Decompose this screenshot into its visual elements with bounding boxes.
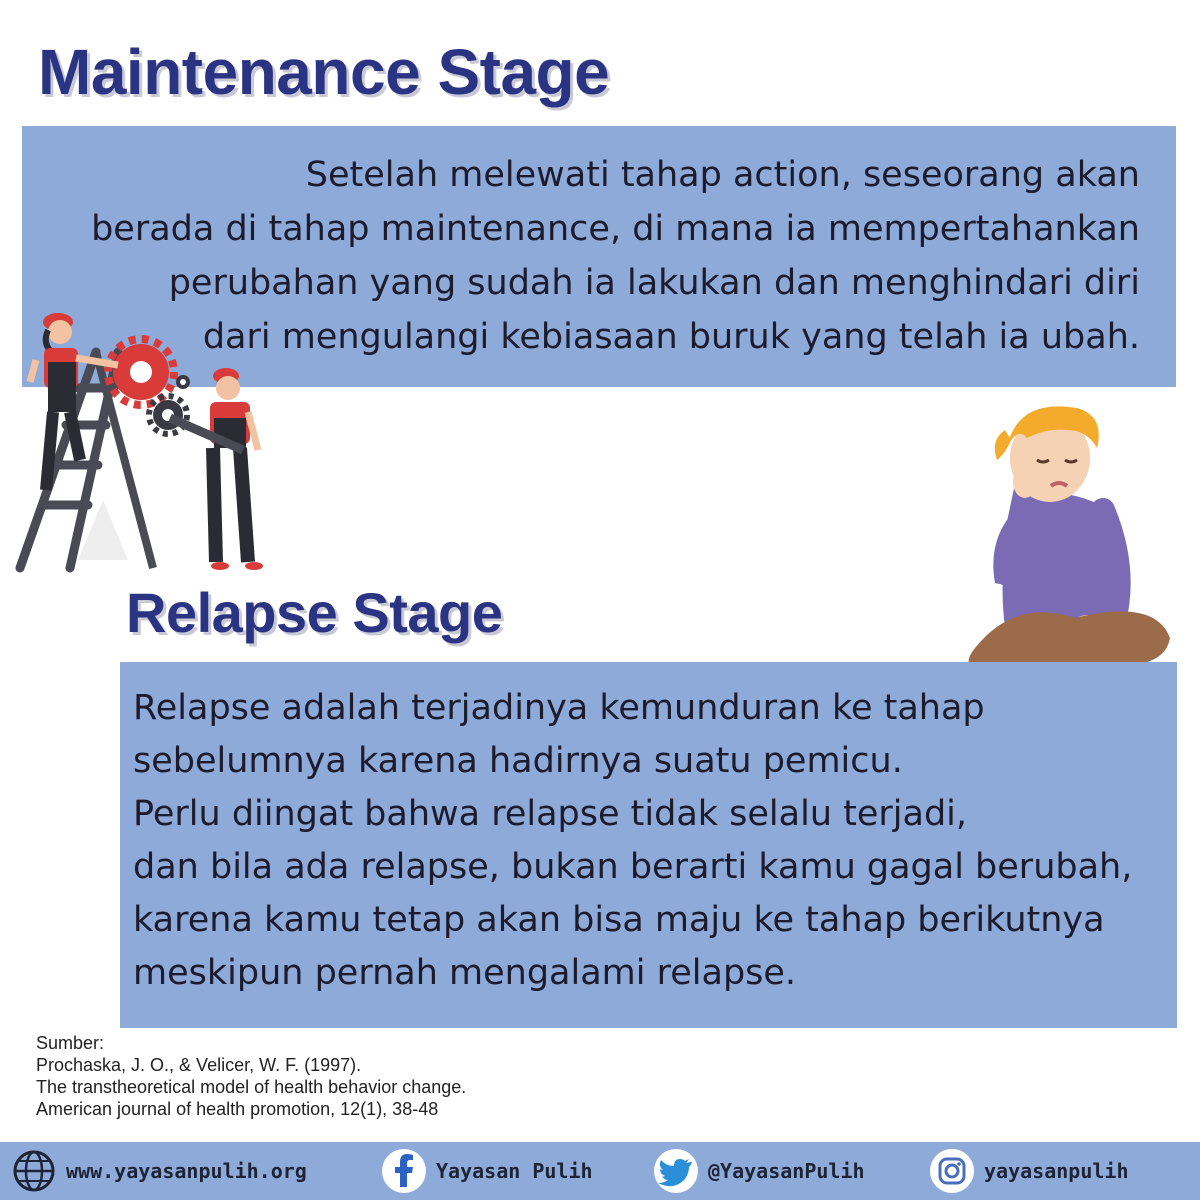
small-gear [176, 375, 190, 389]
maintenance-stage-title: Maintenance Stage [38, 36, 610, 108]
footer-facebook[interactable] [380, 1146, 593, 1196]
facebook-icon [380, 1147, 428, 1195]
relapse-line: meskipun pernah mengalami relapse. [133, 953, 797, 993]
dark-gear [149, 396, 187, 434]
relapse-line: Relapse adalah terjadinya kemunduran ke tahap [133, 688, 985, 728]
source-line: Prochaska, J. O., & Velicer, W. F. (1997). [36, 1055, 362, 1075]
footer-twitter[interactable] [652, 1146, 865, 1196]
website-link[interactable]: www.yayasanpulih.org [66, 1159, 307, 1183]
relapse-line: sebelumnya karena hadirnya suatu pemicu. [133, 741, 903, 781]
workers-gears-illustration [8, 300, 298, 580]
relapse-line: karena kamu tetap akan bisa maju ke tahap berikutnya [133, 900, 1105, 940]
relapse-paragraph [133, 682, 1163, 1000]
globe-icon [10, 1147, 58, 1195]
relapse-line: dan bila ada relapse, bukan berarti kamu gagal berubah, [133, 847, 1133, 887]
relapse-line: Perlu diingat bahwa relapse tidak selalu terjadi, [133, 794, 968, 834]
thinking-person-illustration [955, 390, 1180, 690]
maintenance-line: dari mengulangi kebiasaan buruk yang telah ia ubah. [202, 317, 1140, 357]
maintenance-line: Setelah melewati tahap action, seseorang akan [305, 155, 1140, 195]
instagram-link[interactable]: yayasanpulih [984, 1159, 1129, 1183]
twitter-link[interactable]: @YayasanPulih [708, 1159, 865, 1183]
source-line: American journal of health promotion, 12(1), 38-48 [36, 1099, 439, 1119]
relapse-stage-title: Relapse Stage [126, 581, 503, 644]
sources-block [36, 1032, 466, 1120]
worker-with-wrench [170, 368, 263, 570]
sources-label: Sumber: [36, 1033, 105, 1053]
source-line: The transtheoretical model of health behavior change. [36, 1077, 467, 1097]
facebook-link[interactable]: Yayasan Pulih [436, 1159, 593, 1183]
instagram-icon [928, 1147, 976, 1195]
twitter-icon [652, 1147, 700, 1195]
footer-instagram[interactable] [928, 1146, 1129, 1196]
maintenance-line: berada di tahap maintenance, di mana ia mempertahankan [91, 209, 1140, 249]
footer-website[interactable] [10, 1146, 307, 1196]
maintenance-line: perubahan yang sudah ia lakukan dan menghindari diri [168, 263, 1140, 303]
